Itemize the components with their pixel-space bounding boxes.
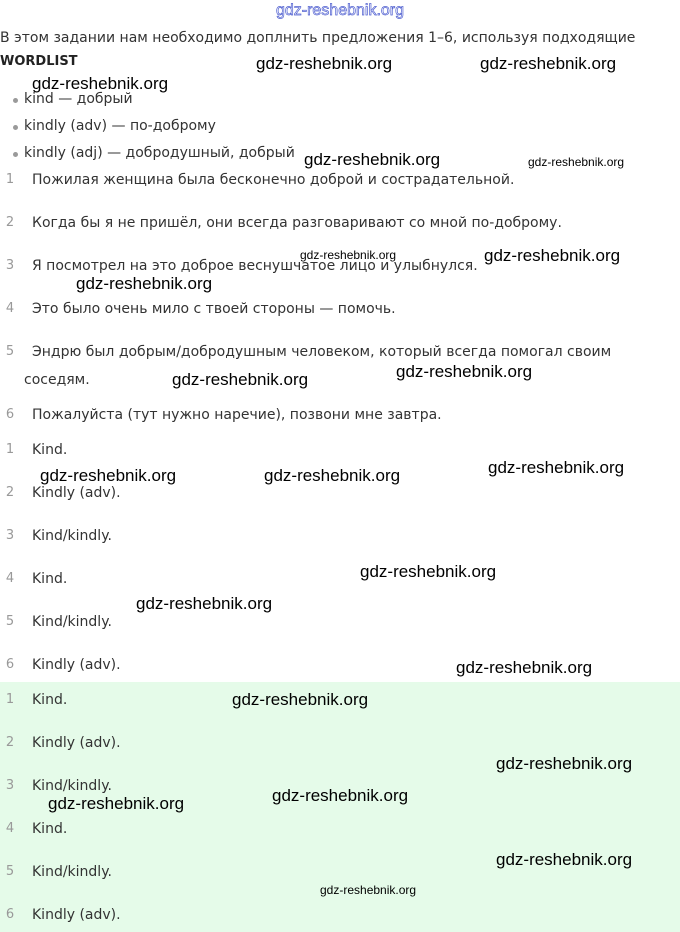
answer-number: 1 — [5, 442, 15, 457]
translation-line: Эндрю был добрым/добродушным человеком, который всегда помогал своим — [32, 344, 612, 360]
item-number: 1 — [5, 172, 15, 187]
watermark: gdz-reshebnik.org — [496, 754, 633, 773]
answer-number: 4 — [5, 571, 15, 586]
answer-line: Kind/kindly. — [32, 614, 112, 630]
answer-line: Kind/kindly. — [32, 528, 112, 544]
bullet-icon — [13, 98, 18, 103]
answer-number: 3 — [5, 778, 15, 793]
watermark: gdz-reshebnik.org — [300, 248, 397, 262]
answer-number: 6 — [5, 907, 15, 922]
translation-line-continued: соседям. — [24, 372, 90, 388]
highlighted-answer-line: Kind/kindly. — [32, 864, 112, 880]
item-number: 6 — [5, 407, 15, 422]
watermark: gdz-reshebnik.org — [172, 370, 309, 389]
watermark: gdz-reshebnik.org — [32, 74, 169, 93]
highlighted-answer-line: Kind/kindly. — [32, 778, 112, 794]
answer-number: 4 — [5, 821, 15, 836]
watermark: gdz-reshebnik.org — [48, 794, 185, 813]
watermark: gdz-reshebnik.org — [480, 54, 617, 73]
translation-line: Я посмотрел на это доброе веснушчатое лицо и улыбнулся. — [32, 258, 478, 274]
watermark: gdz-reshebnik.org — [76, 274, 213, 293]
answer-number: 6 — [5, 657, 15, 672]
watermark: gdz-reshebnik.org — [484, 246, 621, 265]
watermark: gdz-reshebnik.org — [232, 690, 369, 709]
wordlist-item: kindly (adv) — по-доброму — [24, 118, 216, 134]
answer-line: Kind. — [32, 571, 68, 587]
highlighted-answer-line: Kind. — [32, 821, 68, 837]
header-watermark: gdz-reshebnik.org — [275, 2, 405, 19]
answer-line: Kind. — [32, 442, 68, 458]
translation-line: Когда бы я не пришёл, они всегда разговаривают со мной по-доброму. — [32, 215, 562, 231]
translation-line: Пожилая женщина была бесконечно доброй и сострадательной. — [32, 172, 515, 188]
watermark: gdz-reshebnik.org — [272, 786, 409, 805]
watermark: gdz-reshebnik.org — [264, 466, 401, 485]
bullet-icon — [13, 152, 18, 157]
answer-number: 5 — [5, 864, 15, 879]
watermark: gdz-reshebnik.org — [528, 155, 625, 169]
answer-number: 2 — [5, 485, 15, 500]
bullet-icon — [13, 125, 18, 130]
highlighted-answer-line: Kindly (adv). — [32, 735, 121, 751]
answer-line: Kindly (adv). — [32, 657, 121, 673]
watermark: gdz-reshebnik.org — [136, 594, 273, 613]
answer-number: 1 — [5, 692, 15, 707]
translation-line: Это было очень мило с твоей стороны — помочь. — [32, 301, 396, 317]
watermark: gdz-reshebnik.org — [488, 458, 625, 477]
intro-text: В этом задании нам необходимо доплнить предложения 1–6, используя подходящие — [0, 30, 636, 46]
watermark: gdz-reshebnik.org — [320, 883, 417, 897]
watermark: gdz-reshebnik.org — [360, 562, 497, 581]
answer-number: 5 — [5, 614, 15, 629]
item-number: 3 — [5, 258, 15, 273]
answer-line: Kindly (adv). — [32, 485, 121, 501]
item-number: 2 — [5, 215, 15, 230]
answer-number: 3 — [5, 528, 15, 543]
wordlist-item: kind — добрый — [24, 91, 133, 107]
highlighted-answer-line: Kindly (adv). — [32, 907, 121, 923]
watermark: gdz-reshebnik.org — [256, 54, 393, 73]
answer-number: 2 — [5, 735, 15, 750]
wordlist-title: WORDLIST — [0, 54, 78, 69]
watermark: gdz-reshebnik.org — [496, 850, 633, 869]
item-number: 4 — [5, 301, 15, 316]
wordlist-item: kindly (adj) — добродушный, добрый — [24, 145, 295, 161]
highlighted-answer-line: Kind. — [32, 692, 68, 708]
watermark: gdz-reshebnik.org — [456, 658, 593, 677]
translation-line: Пожалуйста (тут нужно наречие), позвони мне завтра. — [32, 407, 442, 423]
item-number: 5 — [5, 344, 15, 359]
watermark: gdz-reshebnik.org — [396, 362, 533, 381]
watermark: gdz-reshebnik.org — [40, 466, 177, 485]
watermark: gdz-reshebnik.org — [304, 150, 441, 169]
